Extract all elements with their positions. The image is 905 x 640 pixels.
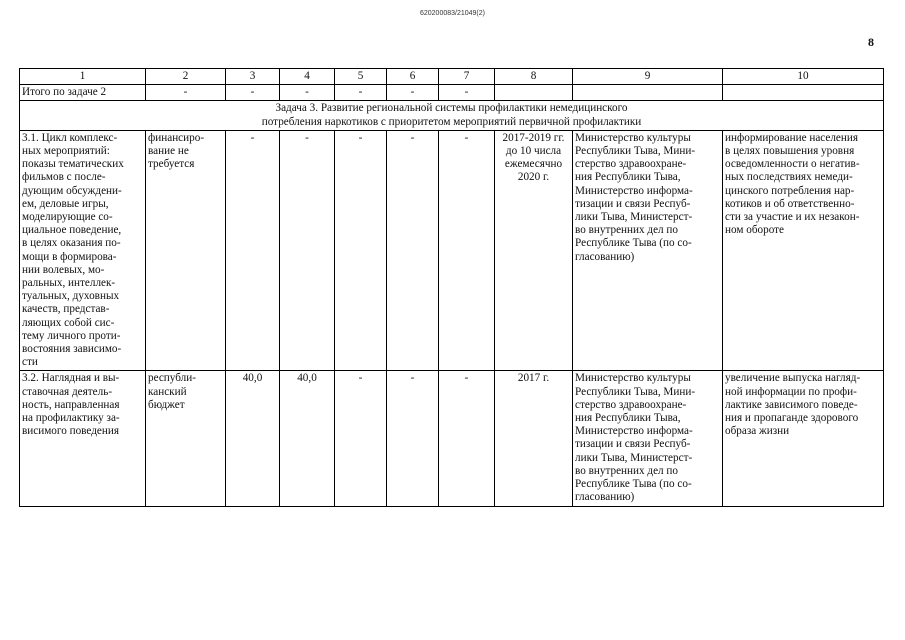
deadline-cell bbox=[495, 130, 573, 371]
task-header-row bbox=[20, 101, 884, 130]
cell-line: тему личного проти- bbox=[22, 329, 121, 342]
activity-name bbox=[20, 130, 146, 371]
total-cell: - bbox=[146, 85, 226, 101]
deadline-cell bbox=[495, 371, 573, 506]
col-header: 3 bbox=[226, 69, 280, 85]
amount-cell: - bbox=[226, 130, 280, 371]
cell-line: Министерство информа- bbox=[575, 425, 693, 438]
amount-cell: - bbox=[387, 130, 439, 371]
cell-line: ния и пропаганде здорового bbox=[725, 412, 859, 425]
cell-line: Министерство культуры bbox=[575, 131, 691, 144]
cell-line: сти за участие и их незакон- bbox=[725, 211, 860, 224]
cell-line: 3.1. Цикл комплекс- bbox=[22, 131, 118, 144]
total-cell: - bbox=[226, 85, 280, 101]
total-cell-empty bbox=[573, 85, 723, 101]
cell-line: сти bbox=[22, 356, 38, 369]
cell-line: тизации и связи Респуб- bbox=[575, 438, 691, 451]
cell-line: ежемесячно bbox=[504, 158, 563, 171]
header-row bbox=[20, 69, 884, 85]
cell-line: мощи в формирова- bbox=[22, 250, 117, 263]
total-cell: - bbox=[387, 85, 439, 101]
cell-line: котиков и об ответственно- bbox=[725, 197, 855, 210]
activities-table bbox=[19, 68, 884, 507]
cell-line: ния Республики Тыва, bbox=[575, 412, 681, 425]
cell-line: ной информации по профи- bbox=[725, 385, 857, 398]
task-title-line: потребления наркотиков с приоритетом мероприятий первичной профилактики bbox=[261, 115, 642, 128]
col-header: 10 bbox=[723, 69, 884, 85]
cell-line: 3.2. Наглядная и вы- bbox=[22, 372, 120, 385]
cell-line: осведомленности о негатив- bbox=[725, 158, 860, 171]
col-header: 5 bbox=[335, 69, 387, 85]
col-header: 6 bbox=[387, 69, 439, 85]
task-title bbox=[20, 101, 884, 130]
cell-line: ность, направленная bbox=[22, 398, 120, 411]
cell-line: ных последствиях немеди- bbox=[725, 171, 853, 184]
total-cell-empty bbox=[723, 85, 884, 101]
cell-line: бюджет bbox=[148, 398, 185, 411]
cell-line: стерство здравоохране- bbox=[575, 158, 687, 171]
table-row bbox=[20, 371, 884, 506]
col-header: 7 bbox=[439, 69, 495, 85]
cell-line: ем, деловые игры, bbox=[22, 197, 109, 210]
executors-cell bbox=[573, 130, 723, 371]
cell-line: на профилактику за- bbox=[22, 412, 120, 425]
cell-line: 2020 г. bbox=[517, 171, 550, 184]
cell-line: увеличение выпуска нагляд- bbox=[725, 372, 861, 385]
total-cell: - bbox=[335, 85, 387, 101]
cell-line: 2017-2019 гг. bbox=[502, 131, 565, 144]
results-cell bbox=[723, 130, 884, 371]
cell-line: висимого поведения bbox=[22, 425, 119, 438]
cell-line: показы тематических bbox=[22, 158, 124, 171]
cell-line: туальных, духовных bbox=[22, 290, 120, 303]
cell-line: 2017 г. bbox=[517, 372, 550, 385]
amount-cell: 40,0 bbox=[226, 371, 280, 506]
total-cell: - bbox=[439, 85, 495, 101]
cell-line: во внутренних дел по bbox=[575, 464, 679, 477]
col-header: 2 bbox=[146, 69, 226, 85]
task-title-line: Задача 3. Развитие региональной системы профилактики немедицинского bbox=[275, 102, 628, 115]
cell-line: качеств, представ- bbox=[22, 303, 110, 316]
col-header: 4 bbox=[280, 69, 335, 85]
total-cell-empty bbox=[495, 85, 573, 101]
cell-line: цинского потребления нар- bbox=[725, 184, 855, 197]
cell-line: финансиро- bbox=[148, 131, 205, 144]
cell-line: дующим обсуждени- bbox=[22, 184, 122, 197]
cell-line: ных мероприятий: bbox=[22, 145, 110, 158]
cell-line: республи- bbox=[148, 372, 196, 385]
cell-line: во внутренних дел по bbox=[575, 224, 679, 237]
cell-line: стерство здравоохране- bbox=[575, 398, 687, 411]
cell-line: тизации и связи Респуб- bbox=[575, 197, 691, 210]
cell-line: гласованию) bbox=[575, 250, 635, 263]
cell-line: ляющих собой сис- bbox=[22, 316, 115, 329]
funding-source bbox=[146, 371, 226, 506]
activity-name bbox=[20, 371, 146, 506]
cell-line: гласованию) bbox=[575, 491, 635, 504]
col-header: 1 bbox=[20, 69, 146, 85]
cell-line: лактике зависимого поведе- bbox=[725, 398, 858, 411]
cell-line: лики Тыва, Министерст- bbox=[575, 211, 693, 224]
cell-line: востояния зависимо- bbox=[22, 343, 122, 356]
cell-line: вание не bbox=[148, 145, 189, 158]
cell-line: до 10 числа bbox=[505, 145, 562, 158]
document-code: 620200083/21049(2) bbox=[419, 10, 485, 17]
results-cell bbox=[723, 371, 884, 506]
executors-cell bbox=[573, 371, 723, 506]
cell-line: ставочная деятель- bbox=[22, 385, 113, 398]
total-cell: - bbox=[280, 85, 335, 101]
cell-line: нии волевых, мо- bbox=[22, 263, 105, 276]
col-header: 9 bbox=[573, 69, 723, 85]
cell-line: информирование населения bbox=[725, 131, 859, 144]
total-label: Итого по задаче 2 bbox=[20, 85, 146, 101]
cell-line: Республики Тыва, Мини- bbox=[575, 145, 696, 158]
amount-cell: - bbox=[439, 371, 495, 506]
total-row bbox=[20, 85, 884, 101]
cell-line: ния Республики Тыва, bbox=[575, 171, 681, 184]
cell-line: Республики Тыва, Мини- bbox=[575, 385, 696, 398]
cell-line: циальное поведение, bbox=[22, 224, 122, 237]
table-row bbox=[20, 130, 884, 371]
cell-line: Республике Тыва (по со- bbox=[575, 237, 692, 250]
page-number: 8 bbox=[868, 35, 874, 49]
funding-source bbox=[146, 130, 226, 371]
cell-line: в целях повышения уровня bbox=[725, 145, 855, 158]
cell-line: моделирующие со- bbox=[22, 211, 113, 224]
cell-line: требуется bbox=[148, 158, 195, 171]
amount-cell: - bbox=[280, 130, 335, 371]
cell-line: ном обороте bbox=[725, 224, 785, 237]
amount-cell: - bbox=[439, 130, 495, 371]
amount-cell: 40,0 bbox=[280, 371, 335, 506]
cell-line: лики Тыва, Министерст- bbox=[575, 451, 693, 464]
cell-line: ральных, интеллек- bbox=[22, 277, 116, 290]
cell-line: канский bbox=[148, 385, 187, 398]
amount-cell: - bbox=[335, 371, 387, 506]
amount-cell: - bbox=[387, 371, 439, 506]
cell-line: фильмов с после- bbox=[22, 171, 106, 184]
cell-line: образа жизни bbox=[725, 425, 790, 438]
amount-cell: - bbox=[335, 130, 387, 371]
cell-line: Министерство информа- bbox=[575, 184, 693, 197]
col-header: 8 bbox=[495, 69, 573, 85]
cell-line: Республике Тыва (по со- bbox=[575, 478, 692, 491]
cell-line: в целях оказания по- bbox=[22, 237, 121, 250]
cell-line: Министерство культуры bbox=[575, 372, 691, 385]
